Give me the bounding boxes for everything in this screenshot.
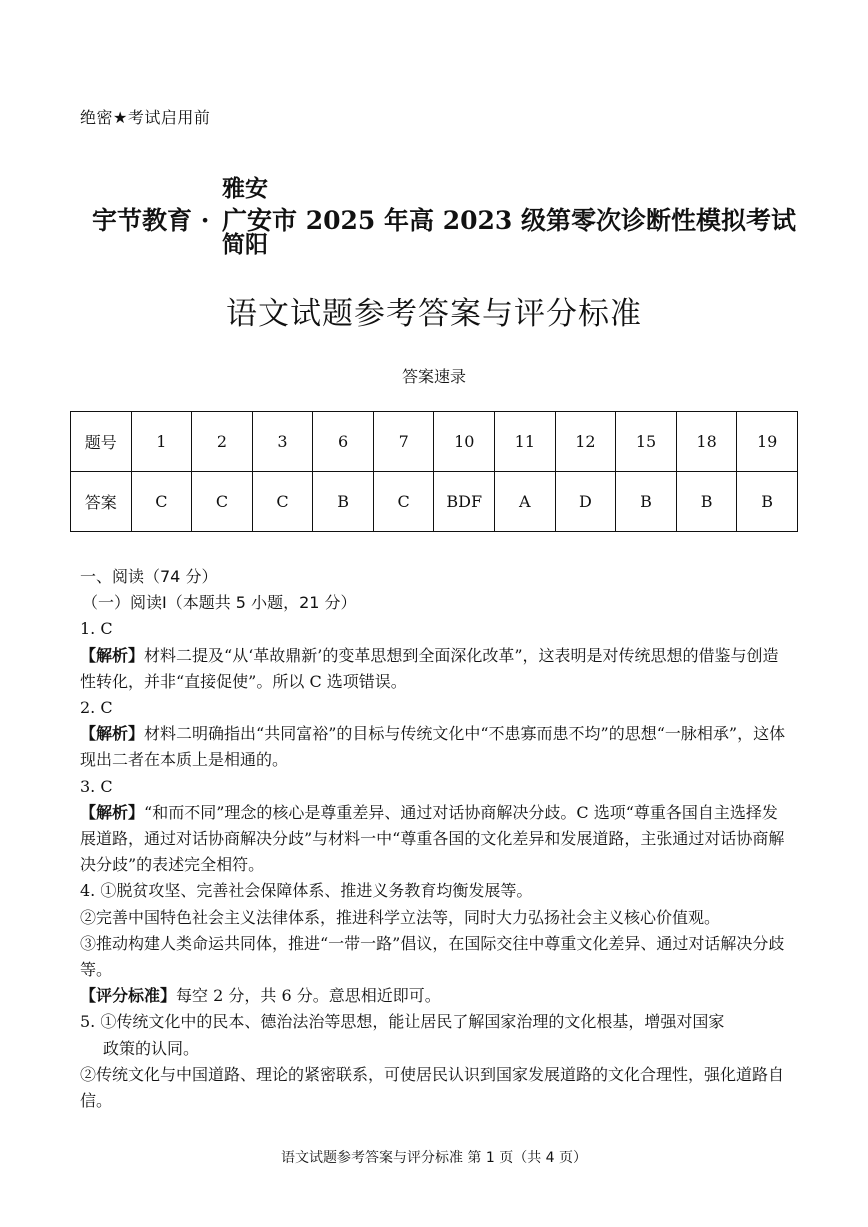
analysis-tag: 【解析】 [80,724,145,744]
analysis-tag: 【解析】 [80,802,145,822]
question-2-analysis [80,721,792,773]
question-number-cell: 12 [555,412,616,472]
question-3-answer: 3. C [80,776,113,796]
table-header-cell: 答案 [71,472,132,532]
table-row [71,412,798,472]
answer-cell: B [676,472,737,532]
question-4-point-2: ②完善中国特色社会主义法律体系，推进科学立法等，同时大力弘扬社会主义核心价值观。 [80,907,721,927]
answer-cell: B [616,472,677,532]
question-number-cell: 15 [616,412,677,472]
question-1-analysis [80,643,792,695]
title-org: 宇节教育 · [92,206,210,235]
answer-cell: D [555,472,616,532]
table-header-cell: 题号 [71,412,132,472]
answer-cell: C [252,472,313,532]
answer-cell: C [131,472,192,532]
question-number-cell: 6 [313,412,374,472]
question-2-answer: 2. C [80,698,113,718]
question-1-answer: 1. C [80,619,113,639]
scoring-text: 每空 2 分，共 6 分。意思相近即可。 [176,986,441,1006]
answer-cell: A [495,472,556,532]
question-4-point-1: 4. ①脱贫攻坚、完善社会保障体系、推进义务教育均衡发展等。 [80,881,533,901]
question-4-scoring [80,983,792,1009]
question-4-point-3: ③推动构建人类命运共同体，推进“一带一路”倡议，在国际交往中尊重文化差异、通过对话解决分歧等。 [80,933,785,980]
answer-table [70,411,798,532]
table-row [71,472,798,532]
answer-cell: C [373,472,434,532]
page-footer: 语文试题参考答案与评分标准 第 1 页（共 4 页） [280,1150,588,1166]
answer-explanations [80,564,792,1114]
analysis-text: 材料二明确指出“共同富裕”的目标与传统文化中“不患寡而患不均”的思想“一脉相承”，这体现出二者在本质上是相通的。 [80,724,786,770]
question-3-analysis [80,800,792,879]
title-city-bottom: 简阳 [222,231,268,258]
question-number-cell: 19 [737,412,798,472]
question-number-cell: 3 [252,412,313,472]
question-number-cell: 11 [495,412,556,472]
question-number-cell: 10 [434,412,495,472]
answer-cell: B [737,472,798,532]
subsection-heading: （一）阅读Ⅰ（本题共 5 小题，21 分） [82,593,357,613]
subject-title: 语文试题参考答案与评分标准 [226,296,642,332]
quick-answers-title: 答案速录 [401,367,466,386]
answer-cell: C [192,472,253,532]
question-number-cell: 1 [131,412,192,472]
question-number-cell: 2 [192,412,253,472]
title-city-top: 雅安 [222,175,268,202]
title-exam-name: 广安市 2025 年高 2023 级第零次诊断性模拟考试 [222,206,796,235]
answer-cell: B [313,472,374,532]
question-number-cell: 18 [676,412,737,472]
analysis-tag: 【解析】 [80,645,145,665]
exam-title [0,175,868,265]
section-heading: 一、阅读（74 分） [80,567,218,586]
analysis-text: “和而不同”理念的核心是尊重差异、通过对话协商解决分歧。C 选项“尊重各国自主选择发展道路，通过对话协商解决分歧”与材料一中“尊重各国的文化差异和发展道路，主张通过对话协商解决分歧”的表述完全相符。 [80,802,785,875]
question-number-cell: 7 [373,412,434,472]
analysis-text: 材料二提及“从‘革故鼎新’的变革思想到全面深化改革”，这表明是对传统思想的借鉴与创造性转化，并非“直接促使”。所以 C 选项错误。 [80,645,779,691]
question-5-point-1: 5. ①传统文化中的民本、德治法治等思想，能让居民了解国家治理的文化根基，增强对国家 [80,1012,725,1032]
question-5-point-1-cont: 政策的认同。 [103,1038,200,1058]
confidential-label: 绝密★考试启用前 [80,108,211,127]
scoring-tag: 【评分标准】 [80,986,177,1006]
question-5-point-2: ②传统文化与中国道路、理论的紧密联系，可使居民认识到国家发展道路的文化合理性，强化道路自信。 [80,1064,785,1111]
answer-cell: BDF [434,472,495,532]
